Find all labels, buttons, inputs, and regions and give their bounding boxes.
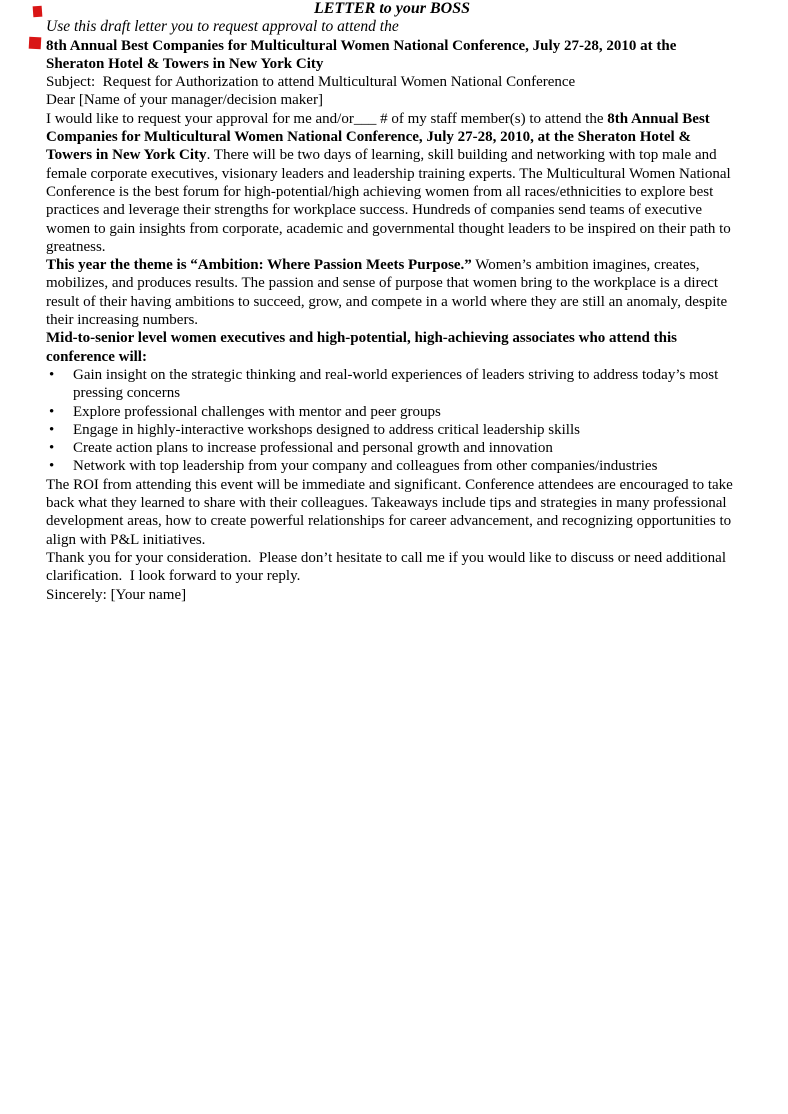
- red-print-artifact-top-icon: [33, 6, 43, 18]
- theme-statement-bold: This year the theme is “Ambition: Where Passion Meets Purpose.”: [46, 257, 472, 274]
- request-text-post: . There will be two days of learning, skill building and networking with top male and female corporate executives, visionary leaders and leadership training experts. The Multicultural Women National Conference is the best forum for high-potential/high achieving women from all races/ethnicities to explore best practices and leverage their strengths for workplace success. Hundreds of companies send teams of executive women to gain insights from corporate, academic and governmental thought leaders to be inspired on their path to greatness.: [46, 147, 735, 255]
- page-title: LETTER to your BOSS: [313, 0, 471, 17]
- list-item: • Gain insight on the strategic thinking and real-world experiences of leaders striving to address today’s most pressing concerns: [46, 366, 738, 403]
- closing-line: Sincerely: [Your name]: [46, 586, 187, 603]
- conference-heading: 8th Annual Best Companies for Multicultural Women National Conference, July 27-28, 2010 at the Sheraton Hotel & Towers in New York City: [46, 37, 681, 72]
- theme-text-rest: Women’s ambition imagines, creates, mobilizes, and produces results. The passion and sense of purpose that women bring to the workplace is a direct result of their having ambitions to succeed, grow, and compete in a world where they are still an anomaly, despite their increasing numbers.: [46, 257, 731, 329]
- list-item: • Engage in highly-interactive workshops designed to address critical leadership skills: [46, 421, 738, 439]
- request-text-pre: I would like to request your approval for me and/or___ # of my staff member(s) to attend the: [46, 110, 608, 127]
- paragraph-thanks: Thank you for your consideration. Please don’t hesitate to call me if you would like to discuss or need additional clarification. I look forward to your reply.: [46, 549, 730, 585]
- list-item: • Explore professional challenges with mentor and peer groups: [46, 403, 738, 421]
- list-item: • Network with top leadership from your company and colleagues from other companies/industries: [46, 457, 738, 475]
- request-conference-name-bold: 8th Annual Best Companies for Multicultural Women National Conference, July 27-28, 2010, at the Sheraton Hotel & Towers in New York City: [46, 110, 714, 164]
- intro-line: Use this draft letter you to request approval to attend the: [46, 18, 399, 36]
- red-print-artifact-bottom-icon: [29, 37, 42, 50]
- letter-content: [46, 0, 738, 604]
- list-item: • Create action plans to increase professional and personal growth and innovation: [46, 439, 738, 457]
- benefits-heading: Mid-to-senior level women executives and high-potential, high-achieving associates who attend this conference will:: [46, 330, 681, 365]
- benefits-list: [46, 366, 738, 476]
- salutation: Dear [Name of your manager/decision maker]: [46, 92, 323, 109]
- paragraph-theme: [46, 256, 738, 329]
- subject-line: Subject: Request for Authorization to attend Multicultural Women National Conference: [46, 74, 576, 91]
- paragraph-roi: The ROI from attending this event will be immediate and significant. Conference attendees are encouraged to take back what they learned to share with their colleagues. Takeaways include tips and strategies in many professional development areas, how to create powerful relationships for career advancement, and recognizing opportunities to align with P&L initiatives.: [46, 476, 737, 548]
- paragraph-request: [46, 110, 738, 256]
